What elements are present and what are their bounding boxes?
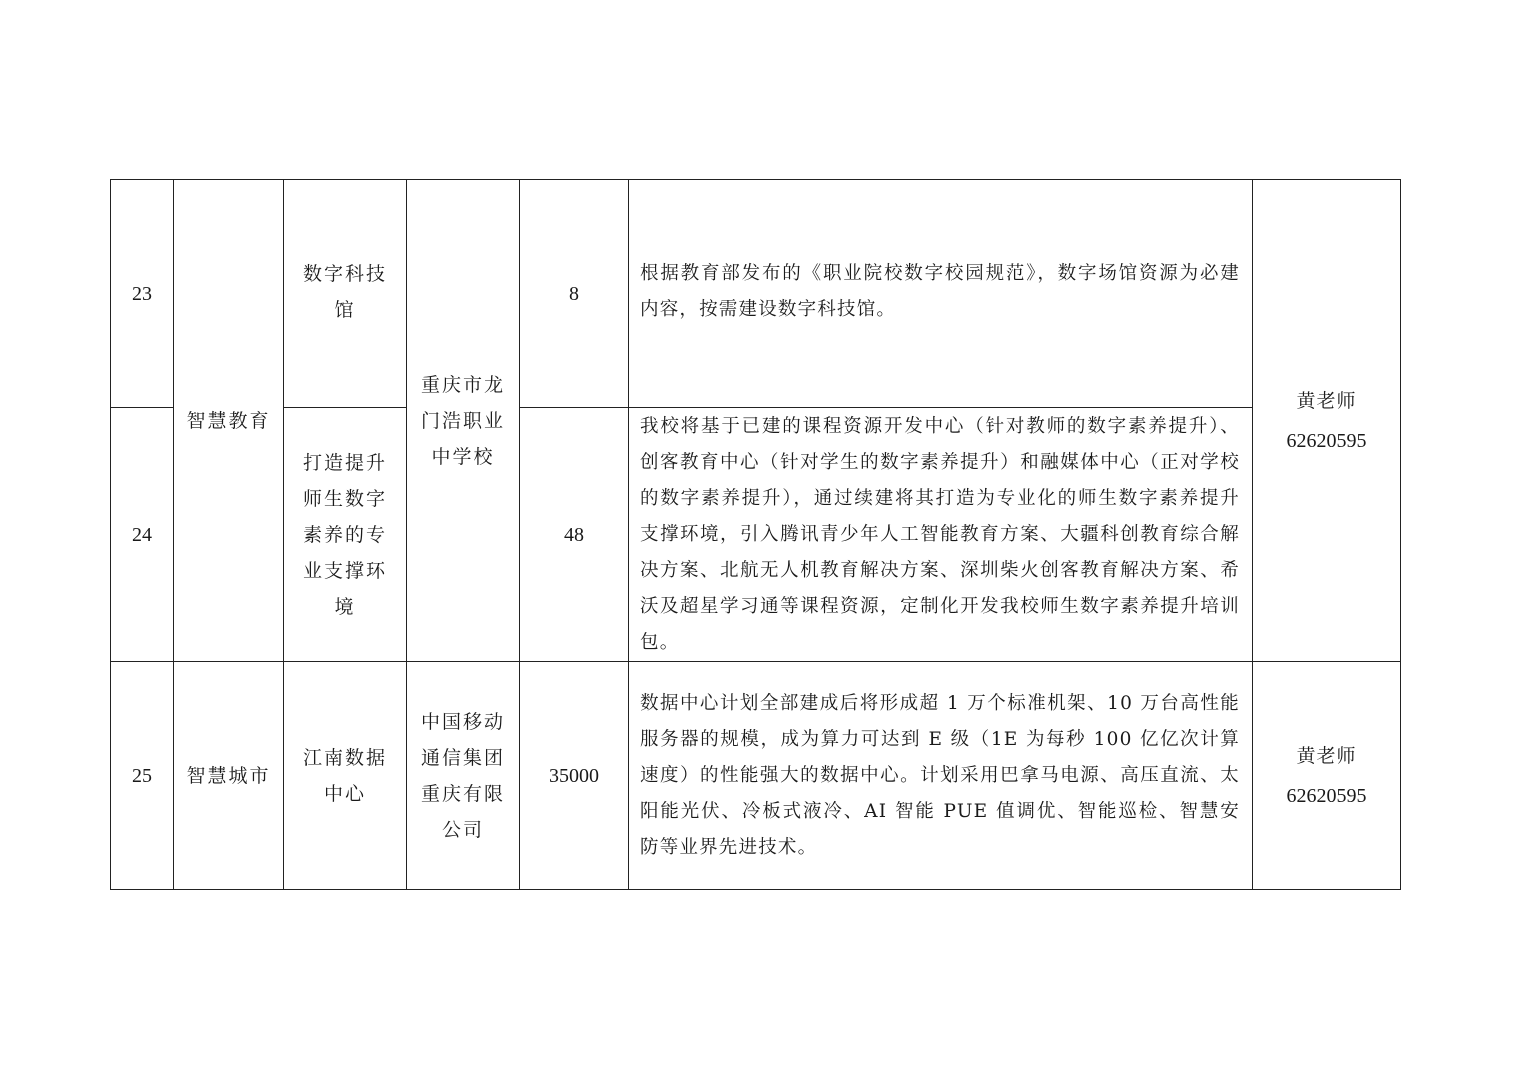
contact-phone: 62620595 xyxy=(1286,784,1367,807)
unit-name: 重庆市龙门浩职业中学校 xyxy=(420,373,505,468)
category-cell xyxy=(174,180,284,662)
contact-name: 黄老师 xyxy=(1296,744,1357,767)
contact-name: 黄老师 xyxy=(1296,389,1357,412)
project-table xyxy=(110,179,1401,890)
content-cell: 我校将基于已建的课程资源开发中心（针对教师的数字素养提升）、创客教育中心（针对学生的数字素养提升）和融媒体中心（正对学校的数字素养提升），通过续建将其打造为专业化的师生数字素养提升支撑环境，引入腾讯青少年人工智能教育方案、大疆科创教育综合解决方案、北航无人机教育解决方案、深圳柴火创客教育解决方案、希沃及超星学习通等课程资源，定制化开发我校师生数字素养提升培训包。 xyxy=(629,408,1253,662)
content-cell: 数据中心计划全部建成后将形成超 1 万个标准机架、10 万台高性能服务器的规模，成为算力可达到 E 级（1E 为每秒 100 亿亿次计算速度）的性能强大的数据中心。计划采用巴拿马电源、高压直流、太阳能光伏、冷板式液冷、AI 智能 PUE 值调优、智能巡检、智慧安防等业界先进技术。 xyxy=(629,662,1253,890)
category-label: 智慧教育 xyxy=(186,409,271,432)
project-name-cell xyxy=(284,662,407,890)
contact-phone: 62620595 xyxy=(1286,429,1367,452)
amount-cell: 8 xyxy=(520,180,629,408)
project-name: 数字科技馆 xyxy=(302,263,387,321)
row-number: 24 xyxy=(111,408,174,662)
unit-cell xyxy=(407,180,520,662)
project-name-cell xyxy=(284,408,407,662)
project-name: 打造提升师生数字素养的专业支撑环境 xyxy=(302,451,387,618)
unit-name: 中国移动通信集团重庆有限公司 xyxy=(420,710,505,841)
row-number: 25 xyxy=(111,662,174,890)
category-cell xyxy=(174,662,284,890)
unit-cell xyxy=(407,662,520,890)
amount-cell: 48 xyxy=(520,408,629,662)
project-name-cell xyxy=(284,180,407,408)
category-label: 智慧城市 xyxy=(186,764,271,787)
amount-cell: 35000 xyxy=(520,662,629,890)
table-row xyxy=(111,408,1401,662)
project-name: 江南数据中心 xyxy=(302,746,387,805)
table-row xyxy=(111,180,1401,408)
contact-cell xyxy=(1253,180,1401,662)
row-number: 23 xyxy=(111,180,174,408)
content-cell: 根据教育部发布的《职业院校数字校园规范》，数字场馆资源为必建内容，按需建设数字科技馆。 xyxy=(629,180,1253,408)
contact-cell xyxy=(1253,662,1401,890)
table-row xyxy=(111,662,1401,890)
